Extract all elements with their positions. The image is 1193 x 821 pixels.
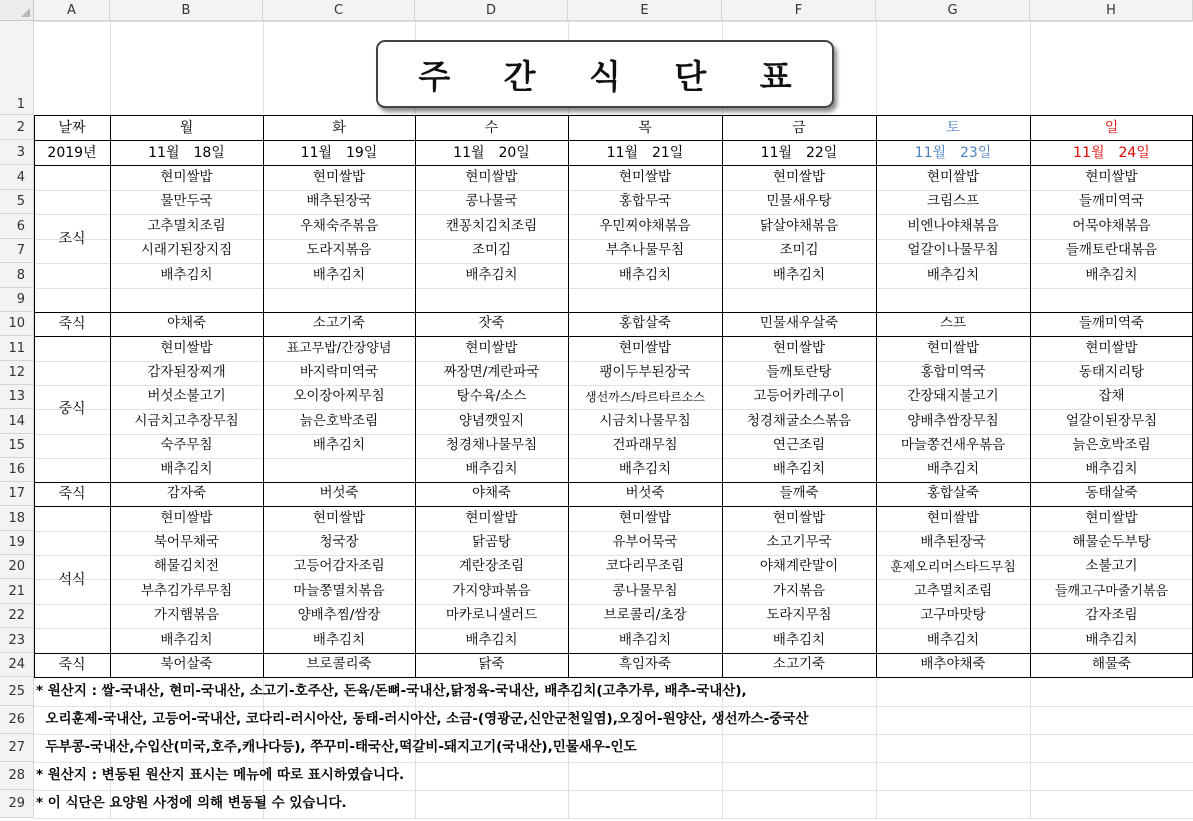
- menu-item: 간장돼지불고기: [907, 388, 999, 405]
- row-header-17[interactable]: 17: [0, 482, 34, 506]
- row-header-19[interactable]: 19: [0, 531, 34, 555]
- date-cell: 11월 20일: [453, 144, 530, 161]
- menu-item: 현미쌀밥: [772, 168, 826, 185]
- meal-category: 조식: [58, 230, 86, 247]
- menu-item: 현미쌀밥: [160, 509, 213, 526]
- date-cell: 11월 18일: [148, 144, 225, 161]
- column-header-g[interactable]: G: [876, 0, 1030, 21]
- table-border-vertical: [110, 115, 111, 678]
- menu-item: 비엔나야채볶음: [907, 217, 999, 234]
- menu-item: 들깨미역국: [1078, 193, 1145, 210]
- row-header-9[interactable]: 9: [0, 288, 34, 312]
- menu-item: 닭살야채볶음: [759, 217, 839, 234]
- menu-item: 동태살죽: [1085, 485, 1138, 502]
- menu-item: 북어무채국: [153, 534, 220, 551]
- menu-item: 잣죽: [478, 315, 505, 332]
- menu-item: 건파래무침: [612, 437, 678, 454]
- menu-item: 고등어카레구이: [753, 388, 845, 405]
- menu-item: 감자된장찌개: [147, 364, 226, 381]
- menu-item: 배추김치: [312, 437, 366, 454]
- table-border-vertical: [415, 115, 416, 678]
- row-header-27[interactable]: 27: [0, 734, 34, 762]
- menu-item: 배추야채죽: [920, 656, 986, 673]
- menu-item: [110, 288, 263, 312]
- menu-item: 배추김치: [1085, 631, 1138, 648]
- menu-item: 생선까스/타르타르소스: [585, 390, 705, 404]
- gridline-horizontal: [34, 21, 1193, 22]
- menu-item: 배추김치: [772, 461, 826, 478]
- menu-item: 홍합살죽: [926, 485, 980, 502]
- select-all-corner[interactable]: [0, 0, 34, 21]
- menu-item: 청국장: [319, 534, 359, 551]
- row-header-21[interactable]: 21: [0, 579, 34, 604]
- day-header: 수: [484, 119, 499, 136]
- origin-note: * 원산지 : 변동된 원산지 표시는 메뉴에 따로 표시하였습니다.: [36, 767, 405, 784]
- date-cell: 11월 23일: [914, 144, 992, 161]
- menu-item: 동태지리탕: [1078, 364, 1145, 381]
- menu-item: 감자죽: [166, 485, 207, 502]
- menu-item: 현미쌀밥: [465, 168, 518, 185]
- row-header-7[interactable]: 7: [0, 239, 34, 263]
- row-header-28[interactable]: 28: [0, 762, 34, 790]
- menu-item: 도라지볶음: [306, 242, 372, 259]
- row-header-15[interactable]: 15: [0, 434, 34, 458]
- menu-item: 버섯죽: [319, 485, 359, 502]
- menu-item: [415, 288, 568, 312]
- menu-item: 현미쌀밥: [926, 339, 980, 356]
- row-header-23[interactable]: 23: [0, 628, 34, 653]
- row-header-14[interactable]: 14: [0, 409, 34, 434]
- title-shape[interactable]: 주 간 식 단 표: [376, 40, 834, 108]
- menu-item: 홍합살죽: [618, 315, 672, 332]
- menu-item: 얼갈이된장무침: [1065, 412, 1158, 429]
- menu-item: 소고기죽: [312, 315, 366, 332]
- meal-category: 죽식: [58, 657, 86, 673]
- menu-item: 배추김치: [618, 461, 672, 478]
- menu-item: 북어살죽: [160, 656, 213, 673]
- menu-item: 마늘쫑건새우볶음: [900, 437, 1006, 454]
- row-header-18[interactable]: 18: [0, 506, 34, 531]
- menu-item: 브로콜리죽: [306, 656, 372, 673]
- day-header: 월: [179, 119, 194, 136]
- menu-item: 배추된장국: [920, 534, 986, 551]
- menu-item: 현미쌀밥: [312, 509, 366, 526]
- menu-item: 코다리무조림: [605, 558, 685, 575]
- menu-item: 소불고기: [1085, 558, 1138, 575]
- menu-item: 부추나물무침: [605, 242, 685, 259]
- row-header-11[interactable]: 11: [0, 336, 34, 361]
- menu-item: 배추김치: [312, 266, 366, 283]
- table-border-horizontal: [34, 482, 1193, 483]
- day-header: 목: [638, 119, 652, 136]
- menu-item: 들깨죽: [779, 485, 819, 502]
- menu-item: 홍합무국: [618, 193, 672, 210]
- menu-item: 닭죽: [478, 656, 505, 673]
- menu-item: 마카로니샐러드: [445, 607, 538, 624]
- menu-item: 현미쌀밥: [618, 168, 672, 185]
- row-header-8[interactable]: 8: [0, 263, 34, 288]
- menu-item: 배추김치: [312, 631, 366, 648]
- menu-item: 청경채나물무침: [445, 437, 538, 454]
- menu-item: [722, 288, 876, 312]
- column-header-a[interactable]: A: [34, 0, 110, 21]
- row-header-4[interactable]: 4: [0, 165, 34, 190]
- table-border-vertical: [722, 115, 723, 678]
- menu-item: 짜장면/계란파국: [443, 364, 540, 381]
- menu-item: 흑임자죽: [618, 656, 672, 673]
- menu-item: 우채숙주볶음: [299, 217, 379, 234]
- menu-item: 현미쌀밥: [465, 509, 518, 526]
- menu-item: 해물순두부탕: [1072, 534, 1151, 551]
- menu-item: 배추김치: [465, 461, 518, 478]
- menu-item: 현미쌀밥: [465, 339, 518, 356]
- menu-item: 부추김가루무침: [140, 582, 233, 599]
- menu-item: 해물김치전: [153, 558, 220, 575]
- date-cell: 11월 21일: [606, 144, 684, 161]
- row-header-24[interactable]: 24: [0, 653, 34, 677]
- menu-item: 크림스프: [926, 193, 980, 210]
- row-header-29[interactable]: 29: [0, 790, 34, 818]
- menu-item: 배추김치: [465, 631, 518, 648]
- menu-item: 양배추찜/쌈장: [297, 607, 381, 624]
- row-header-20[interactable]: 20: [0, 555, 34, 579]
- menu-item: 배추김치: [772, 631, 826, 648]
- menu-item: 조미김: [471, 242, 512, 259]
- menu-item: 해물죽: [1091, 656, 1132, 673]
- menu-item: 현미쌀밥: [160, 168, 213, 185]
- menu-item: 들깨미역죽: [1078, 315, 1145, 332]
- menu-item: 조미김: [779, 242, 819, 259]
- menu-item: 현미쌀밥: [618, 339, 672, 356]
- date-cell: 11월 22일: [760, 144, 838, 161]
- menu-item: 가지햄볶음: [153, 607, 220, 624]
- origin-note: 오리훈제-국내산, 고등어-국내산, 코다리-러시아산, 동태-러시아산, 소금-(영광군,신안군천일염),오징어-원양산, 생선까스-중국산: [36, 711, 809, 728]
- menu-item: 우민찌야채볶음: [599, 217, 691, 234]
- menu-item: 민물새우살죽: [759, 315, 839, 332]
- origin-note: 두부콩-국내산,수입산(미국,호주,캐나다등), 쭈꾸미-태국산,떡갈비-돼지고기(국내산),민물새우-인도: [36, 739, 637, 756]
- menu-item: 현미쌀밥: [312, 168, 366, 185]
- row-header-2[interactable]: 2: [0, 115, 34, 140]
- menu-item: 현미쌀밥: [772, 509, 826, 526]
- menu-item: 표고무밥/간장양념: [286, 341, 392, 356]
- menu-item: [1030, 288, 1193, 312]
- day-header: 토: [946, 119, 960, 136]
- date-cell: 11월 19일: [300, 144, 378, 161]
- menu-item: 도라지무침: [766, 607, 832, 624]
- menu-item: 닭곰탕: [471, 534, 512, 551]
- menu-item: 현미쌀밥: [926, 509, 980, 526]
- gridline-horizontal: [34, 818, 1193, 819]
- menu-item: 버섯소불고기: [147, 388, 226, 405]
- menu-item: 바지락미역국: [299, 364, 379, 381]
- menu-item: 감자조림: [1085, 607, 1138, 624]
- menu-item: 야채계란말이: [759, 558, 839, 575]
- table-border-horizontal: [34, 140, 1193, 141]
- menu-item: 배추김치: [160, 631, 213, 648]
- menu-item: 시금치나물무침: [599, 412, 691, 429]
- menu-item: 현미쌀밥: [1085, 168, 1138, 185]
- row-header-5[interactable]: 5: [0, 190, 34, 214]
- day-header: 금: [792, 119, 806, 136]
- menu-item: 들깨고구마줄기볶음: [1054, 584, 1169, 599]
- year-cell: 2019년: [47, 144, 97, 161]
- menu-item: 스프: [939, 315, 967, 332]
- menu-item: 시래기된장지짐: [140, 242, 233, 259]
- menu-item: 연근조림: [772, 437, 826, 454]
- table-border-vertical: [568, 115, 569, 678]
- date-cell: 11월 24일: [1073, 144, 1150, 161]
- row-header-12[interactable]: 12: [0, 361, 34, 385]
- menu-item: 고추멸치조림: [147, 217, 226, 234]
- meal-category: 중식: [58, 401, 86, 417]
- menu-item: 콩나물무침: [612, 582, 678, 599]
- menu-item: 물만두국: [160, 193, 213, 210]
- origin-note: * 원산지 : 쌀-국내산, 현미-국내산, 소고기-호주산, 돈육/돈뼈-국내산,닭정육-국내산, 배추김치(고추가루, 배추-국내산),: [36, 682, 747, 699]
- menu-item: 가지볶음: [772, 582, 826, 599]
- row-header-25[interactable]: 25: [0, 677, 34, 706]
- menu-item: 배추김치: [926, 461, 980, 478]
- menu-item: 오이장아찌무침: [293, 388, 385, 405]
- table-border-vertical: [34, 115, 35, 678]
- menu-item: 훈제오리머스타드무침: [890, 559, 1016, 575]
- menu-item: 어묵야채볶음: [1072, 217, 1151, 234]
- menu-item: [568, 288, 722, 312]
- menu-item: 배추김치: [160, 461, 213, 478]
- table-border-horizontal: [34, 115, 1193, 116]
- meal-category: 죽식: [58, 486, 86, 502]
- menu-item: [263, 458, 415, 482]
- row-header-10[interactable]: 10: [0, 312, 34, 336]
- meal-category: 석식: [58, 571, 86, 588]
- menu-item: 캔꽁치김치조림: [445, 217, 538, 234]
- menu-item: 현미쌀밥: [1085, 339, 1138, 356]
- table-border-horizontal: [34, 653, 1193, 654]
- row-header-22[interactable]: 22: [0, 604, 34, 628]
- row-header-13[interactable]: 13: [0, 385, 34, 409]
- menu-item: 유부어묵국: [612, 534, 678, 551]
- table-border-horizontal: [34, 312, 1193, 313]
- menu-item: 청경채굴소스볶음: [746, 412, 852, 429]
- menu-item: 고등어감자조림: [293, 558, 385, 575]
- row-header-6[interactable]: 6: [0, 214, 34, 239]
- menu-item: 배추김치: [160, 266, 213, 283]
- menu-item: 배추김치: [1085, 461, 1138, 478]
- menu-item: 숙주무침: [160, 437, 213, 454]
- menu-item: 고구마맛탕: [920, 607, 986, 624]
- menu-item: 홍합미역국: [920, 364, 986, 381]
- menu-item: 배추김치: [772, 266, 826, 283]
- row-header-3[interactable]: 3: [0, 140, 34, 165]
- column-header-b[interactable]: B: [110, 0, 263, 21]
- table-border-vertical: [1030, 115, 1031, 678]
- column-header-e[interactable]: E: [568, 0, 722, 21]
- column-header-h[interactable]: H: [1030, 0, 1193, 21]
- menu-item: 양배추쌈장무침: [907, 412, 999, 429]
- menu-item: [876, 288, 1030, 312]
- menu-item: 늙은호박조림: [299, 412, 379, 429]
- menu-item: 현미쌀밥: [618, 509, 672, 526]
- date-label: 날짜: [58, 119, 86, 136]
- menu-item: [263, 288, 415, 312]
- menu-item: 얼갈이나물무침: [907, 242, 999, 259]
- menu-item: 배추김치: [926, 631, 980, 648]
- row-header-26[interactable]: 26: [0, 706, 34, 734]
- menu-item: 배추김치: [618, 266, 672, 283]
- table-border-vertical: [263, 115, 264, 678]
- menu-item: 배추김치: [1085, 266, 1138, 283]
- menu-item: 현미쌀밥: [926, 168, 980, 185]
- menu-item: 잡채: [1098, 388, 1125, 405]
- table-border-horizontal: [34, 506, 1193, 507]
- menu-item: 현미쌀밥: [160, 339, 213, 356]
- menu-item: 가지양파볶음: [452, 582, 531, 599]
- menu-item: 양념깻잎지: [458, 412, 525, 429]
- row-header-1[interactable]: 1: [0, 21, 34, 115]
- menu-item: 들깨토란대볶음: [1065, 242, 1158, 259]
- menu-item: 브로콜리/초장: [603, 607, 687, 624]
- menu-item: 현미쌀밥: [772, 339, 826, 356]
- menu-item: 배추김치: [926, 266, 980, 283]
- menu-item: 탕수육/소스: [456, 388, 527, 405]
- row-header-16[interactable]: 16: [0, 458, 34, 482]
- menu-item: 배추김치: [465, 266, 518, 283]
- menu-item: 팽이두부된장국: [599, 364, 691, 381]
- origin-note: * 이 식단은 요양원 사정에 의해 변동될 수 있습니다.: [36, 795, 347, 812]
- menu-item: 배추김치: [618, 631, 672, 648]
- table-border-horizontal: [34, 165, 1193, 166]
- menu-item: 고추멸치조림: [913, 582, 993, 599]
- menu-item: 버섯죽: [625, 485, 665, 502]
- table-border-vertical: [876, 115, 877, 678]
- column-header-c[interactable]: C: [263, 0, 415, 21]
- menu-item: 계란장조림: [458, 558, 525, 575]
- menu-item: 늙은호박조림: [1072, 437, 1151, 454]
- menu-item: 시금치고추장무침: [134, 412, 239, 429]
- table-border-horizontal: [34, 336, 1193, 337]
- menu-item: 민물새우탕: [766, 193, 832, 210]
- menu-item: 야채죽: [471, 485, 512, 502]
- column-header-d[interactable]: D: [415, 0, 568, 21]
- menu-item: 콩나물국: [465, 193, 518, 210]
- menu-item: 소고기죽: [772, 656, 826, 673]
- menu-item: 소고기무국: [766, 534, 832, 551]
- menu-item: 야채죽: [166, 315, 207, 332]
- day-header: 화: [332, 119, 346, 136]
- day-header: 일: [1104, 119, 1119, 136]
- meal-category: 죽식: [58, 316, 86, 332]
- menu-item: 현미쌀밥: [1085, 509, 1138, 526]
- menu-item: 마늘쫑멸치볶음: [293, 582, 385, 599]
- menu-item: 배추된장국: [306, 193, 372, 210]
- column-header-f[interactable]: F: [722, 0, 876, 21]
- menu-item: 들깨토란탕: [766, 364, 832, 381]
